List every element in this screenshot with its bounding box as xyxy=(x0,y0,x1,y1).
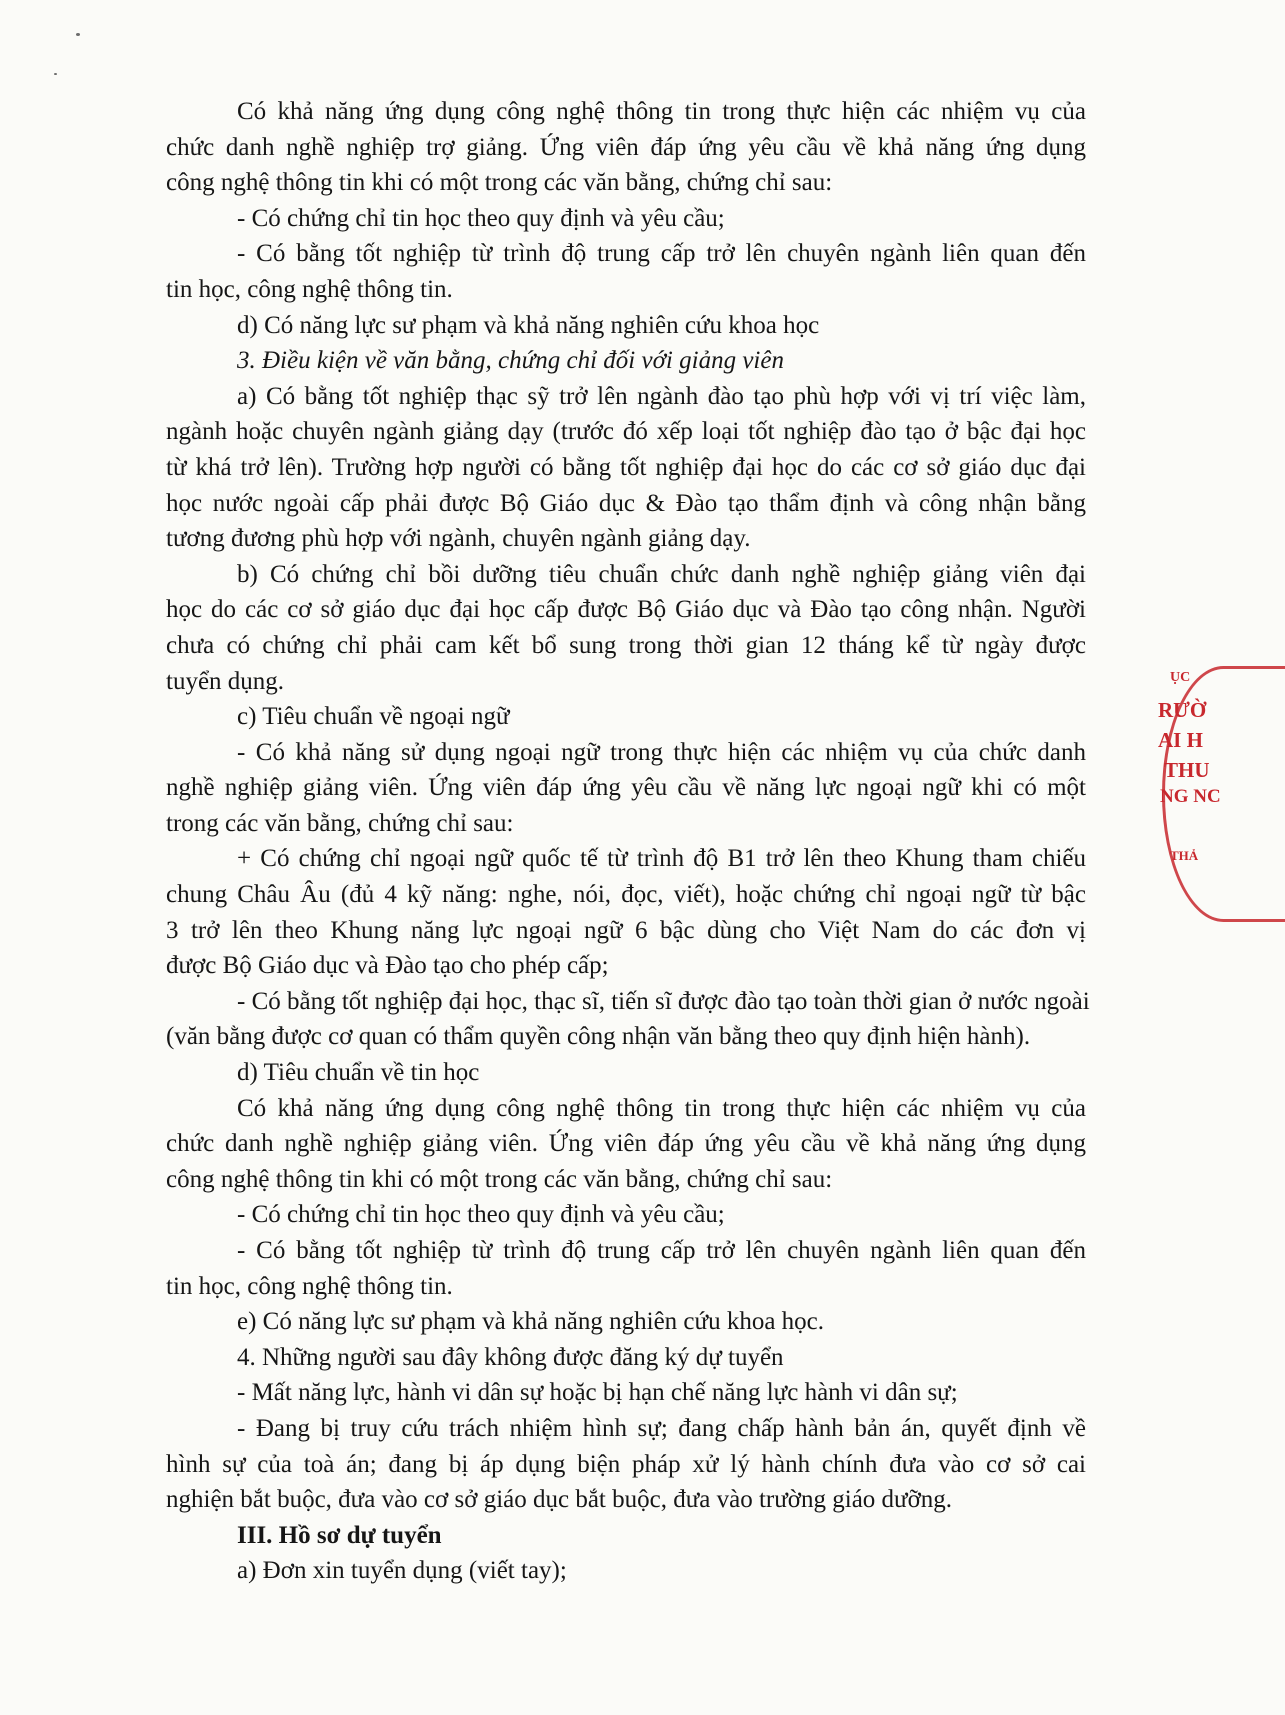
text-line: - Có bằng tốt nghiệp từ trình độ trung cấp trở lên chuyên ngành liên quan đến xyxy=(237,240,1086,268)
text-line: nghề nghiệp giảng viên. Ứng viên đáp ứng yêu cầu về năng lực ngoại ngữ khi có một xyxy=(166,774,1086,802)
text-line: công nghệ thông tin khi có một trong các văn bằng, chứng chỉ sau: xyxy=(166,1165,833,1193)
text-line: e) Có năng lực sư phạm và khả năng nghiên cứu khoa học. xyxy=(237,1308,825,1336)
section-heading: III. Hồ sơ dự tuyển xyxy=(237,1521,442,1549)
text-line: a) Đơn xin tuyển dụng (viết tay); xyxy=(237,1557,567,1585)
text-line: được Bộ Giáo dục và Đào tạo cho phép cấp; xyxy=(166,952,609,980)
stamp-text: ỤC xyxy=(1170,670,1191,685)
text-line: d) Tiêu chuẩn về tin học xyxy=(237,1059,480,1087)
text-line: học do các cơ sở giáo dục đại học cấp được Bộ Giáo dục và Đào tạo công nhận. Người xyxy=(166,596,1086,624)
text-line: tương đương phù hợp với ngành, chuyên ngành giảng dạy. xyxy=(166,525,751,553)
stamp-text: AI H xyxy=(1158,728,1203,752)
text-line: - Có chứng chỉ tin học theo quy định và yêu cầu; xyxy=(237,204,725,232)
text-line: 3. Điều kiện về văn bằng, chứng chỉ đối với giảng viên xyxy=(237,347,784,375)
stamp-text: NG NC xyxy=(1160,786,1221,807)
text-line: học nước ngoài cấp phải được Bộ Giáo dục & Đào tạo thẩm định và công nhận bằng xyxy=(166,489,1086,517)
text-line: b) Có chứng chỉ bồi dưỡng tiêu chuẩn chức danh nghề nghiệp giảng viên đại xyxy=(237,560,1086,588)
text-line: chưa có chứng chỉ phải cam kết bổ sung trong thời gian 12 tháng kể từ ngày được xyxy=(166,631,1086,659)
text-line: chức danh nghề nghiệp giảng viên. Ứng viên đáp ứng yêu cầu về khả năng ứng dụng xyxy=(166,1130,1086,1158)
text-line: d) Có năng lực sư phạm và khả năng nghiên cứu khoa học xyxy=(237,311,820,339)
text-line: 4. Những người sau đây không được đăng ký dự tuyển xyxy=(237,1343,784,1371)
text-line: - Đang bị truy cứu trách nhiệm hình sự; đang chấp hành bản án, quyết định về xyxy=(237,1414,1086,1442)
text-line: - Có khả năng sử dụng ngoại ngữ trong thực hiện các nhiệm vụ của chức danh xyxy=(237,738,1086,766)
text-line: từ khá trở lên). Trường hợp người có bằng tốt nghiệp đại học do các cơ sở giáo dục đại xyxy=(166,453,1086,481)
stamp-text: RƯỜ xyxy=(1158,698,1207,722)
text-line: + Có chứng chỉ ngoại ngữ quốc tế từ trình độ B1 trở lên theo Khung tham chiếu xyxy=(237,845,1086,873)
stamp-text: THẢ xyxy=(1170,848,1199,863)
scan-speck xyxy=(54,73,57,75)
text-line: nghiện bắt buộc, đưa vào cơ sở giáo dục bắt buộc, đưa vào trường giáo dưỡng. xyxy=(166,1486,953,1514)
text-line: 3 trở lên theo Khung năng lực ngoại ngữ 6 bậc dùng cho Việt Nam do các đơn vị xyxy=(166,916,1086,944)
text-line: Có khả năng ứng dụng công nghệ thông tin trong thực hiện các nhiệm vụ của xyxy=(237,98,1086,125)
text-line: ngành hoặc chuyên ngành giảng dạy (trước đó xếp loại tốt nghiệp đào tạo ở bậc đại học xyxy=(166,418,1086,446)
stamp-text: THU xyxy=(1164,758,1210,782)
text-line: hình sự của toà án; đang bị áp dụng biện pháp xử lý hành chính đưa vào cơ sở cai xyxy=(166,1450,1086,1478)
text-line: - Có chứng chỉ tin học theo quy định và yêu cầu; xyxy=(237,1201,725,1229)
text-line: - Có bằng tốt nghiệp đại học, thạc sĩ, tiến sĩ được đào tạo toàn thời gian ở nước ngoài xyxy=(237,987,1090,1015)
red-stamp xyxy=(1156,670,1221,910)
document-body xyxy=(166,94,1090,1589)
text-line: trong các văn bằng, chứng chỉ sau: xyxy=(166,809,514,837)
text-line: công nghệ thông tin khi có một trong các văn bằng, chứng chỉ sau: xyxy=(166,169,833,197)
text-line: - Mất năng lực, hành vi dân sự hoặc bị hạn chế năng lực hành vi dân sự; xyxy=(237,1379,958,1407)
text-line: tin học, công nghệ thông tin. xyxy=(166,1272,453,1300)
text-line: Có khả năng ứng dụng công nghệ thông tin trong thực hiện các nhiệm vụ của xyxy=(237,1094,1086,1122)
text-line: tin học, công nghệ thông tin. xyxy=(166,275,453,303)
text-line: a) Có bằng tốt nghiệp thạc sỹ trở lên ngành đào tạo phù hợp với vị trí việc làm, xyxy=(237,382,1086,410)
scan-speck xyxy=(76,33,80,36)
text-line: c) Tiêu chuẩn về ngoại ngữ xyxy=(237,703,510,731)
text-line: chung Châu Âu (đủ 4 kỹ năng: nghe, nói, đọc, viết), hoặc chứng chỉ ngoại ngữ từ bậc xyxy=(166,881,1086,909)
text-line: (văn bằng được cơ quan có thẩm quyền công nhận văn bằng theo quy định hiện hành). xyxy=(166,1023,1031,1051)
text-line: chức danh nghề nghiệp trợ giảng. Ứng viên đáp ứng yêu cầu về khả năng ứng dụng xyxy=(166,133,1086,161)
text-line: tuyển dụng. xyxy=(166,667,285,695)
text-line: - Có bằng tốt nghiệp từ trình độ trung cấp trở lên chuyên ngành liên quan đến xyxy=(237,1237,1086,1264)
